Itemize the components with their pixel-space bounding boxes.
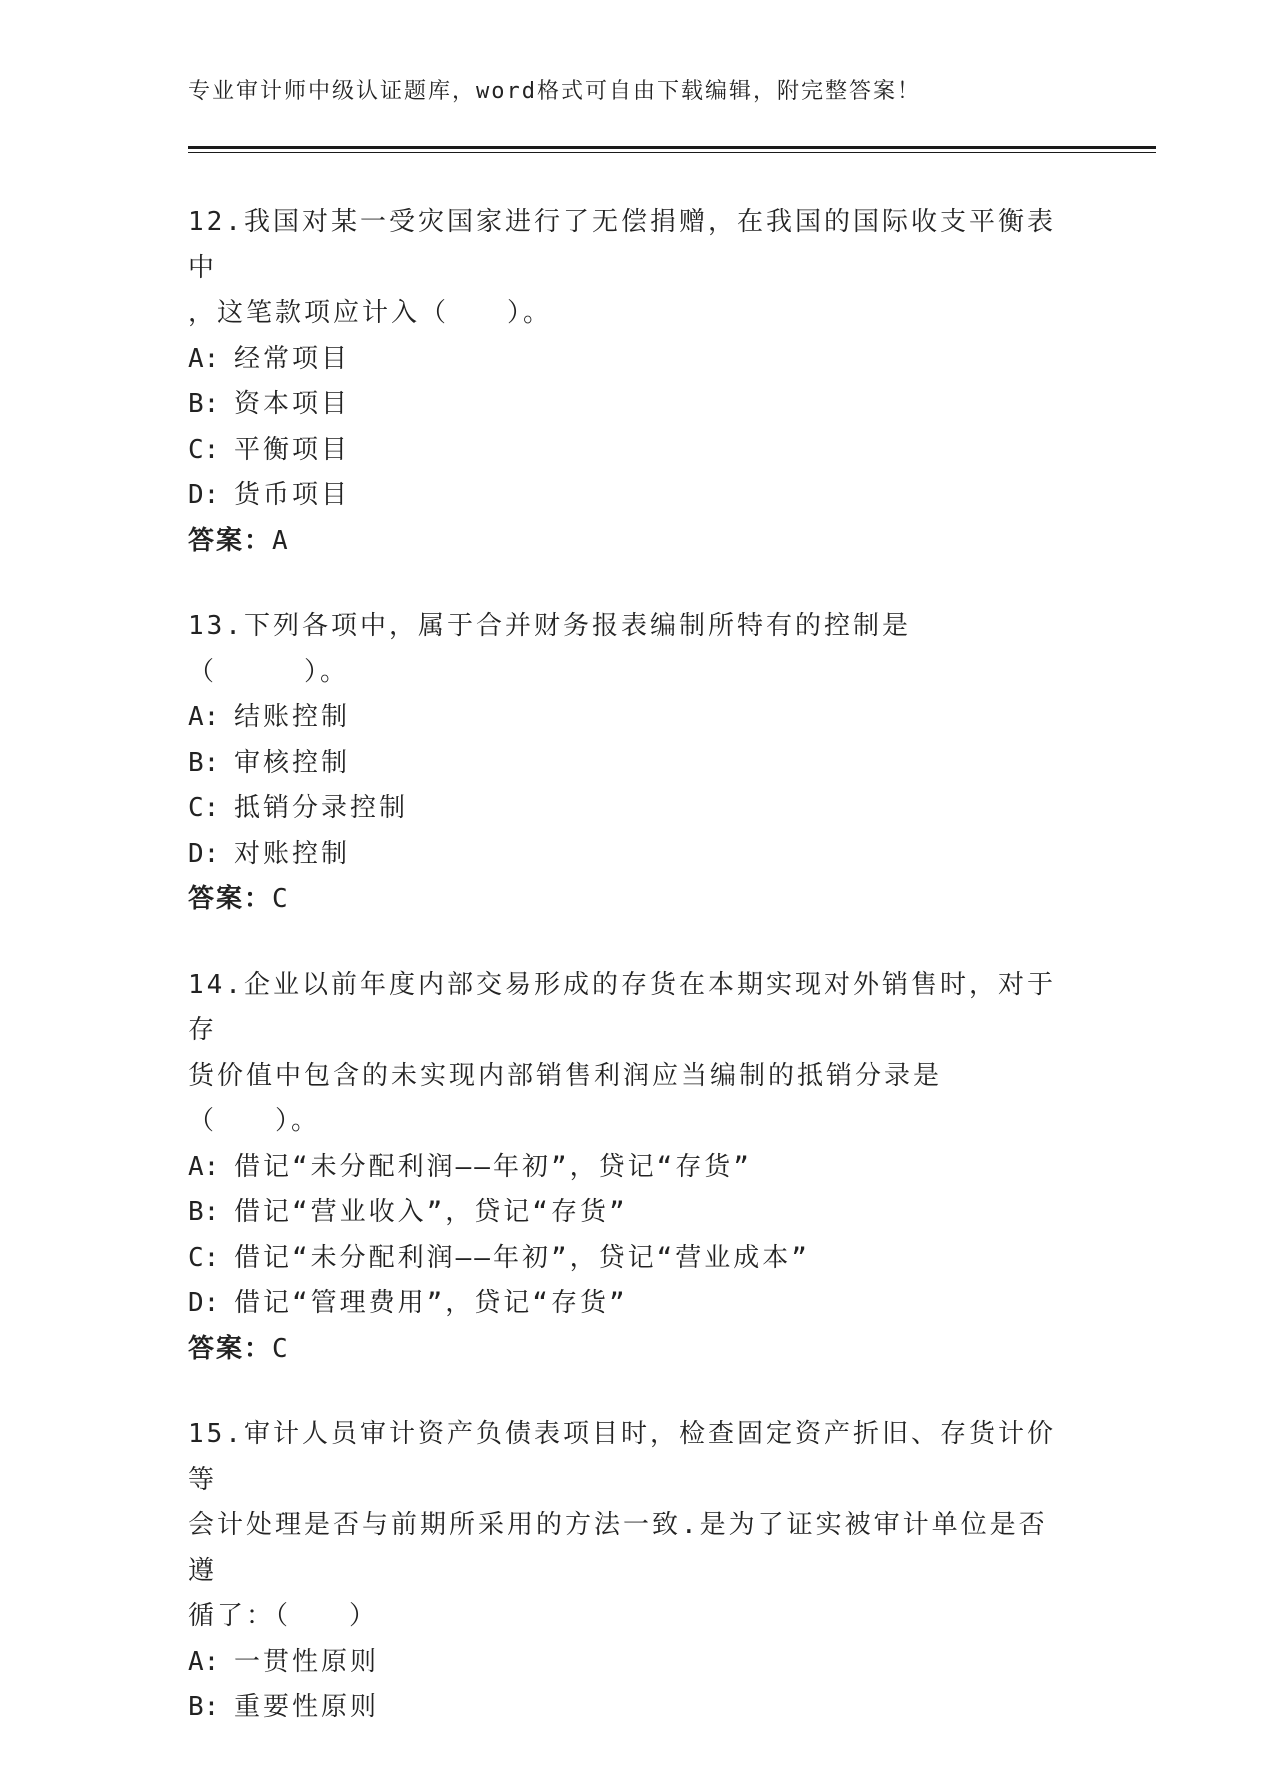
question-stem-line: 15.审计人员审计资产负债表项目时，检查固定资产折旧、存货计价等	[188, 1419, 1056, 1495]
option-letter: B:	[188, 389, 220, 419]
option-c	[188, 786, 1068, 832]
question-12	[188, 200, 1068, 564]
option-b	[188, 1685, 1068, 1731]
question-list	[188, 200, 1068, 1771]
option-letter: C:	[188, 434, 220, 465]
option-text: 经常项目	[234, 343, 351, 374]
answer-value: A	[272, 525, 290, 556]
option-letter: C:	[188, 793, 220, 823]
option-text: 资本项目	[234, 389, 351, 419]
question-15	[188, 1412, 1068, 1731]
question-stem-line: ，这笔款项应计入（ ）。	[188, 298, 553, 328]
option-c	[188, 428, 1068, 474]
question-stem-line: 会计处理是否与前期所采用的方法一致.是为了证实被审计单位是否遵	[188, 1510, 1048, 1586]
answer-label: 答案：	[188, 525, 273, 556]
option-letter: B:	[188, 747, 220, 778]
option-letter: A:	[188, 343, 220, 374]
option-b	[188, 382, 1068, 428]
answer-line	[188, 519, 1068, 565]
page-header: 专业审计师中级认证题库，word格式可自由下载编辑，附完整答案！	[188, 79, 921, 104]
question-stem	[188, 200, 1068, 337]
option-text: 平衡项目	[234, 434, 351, 465]
option-letter: B:	[188, 1197, 220, 1227]
option-letter: C:	[188, 1242, 220, 1273]
answer-value: C	[272, 884, 290, 914]
question-stem	[188, 1412, 1068, 1640]
option-text: 一贯性原则	[234, 1646, 380, 1677]
question-stem-line: 14.企业以前年度内部交易形成的存货在本期实现对外销售时，对于存	[188, 969, 1056, 1045]
option-text: 借记“营业收入”，贷记“存货”	[234, 1197, 628, 1227]
question-13	[188, 604, 1068, 923]
question-stem-line: 循了：（ ）	[188, 1601, 379, 1631]
option-text: 重要性原则	[234, 1692, 380, 1722]
option-text: 抵销分录控制	[234, 793, 409, 823]
option-d	[188, 473, 1068, 519]
option-letter: A:	[188, 1151, 220, 1182]
option-a	[188, 1145, 1068, 1191]
option-text: 借记“未分配利润——年初”，贷记“存货”	[234, 1151, 752, 1182]
question-stem	[188, 604, 1068, 695]
option-letter: A:	[188, 1646, 220, 1677]
option-letter: A:	[188, 702, 220, 732]
option-b	[188, 741, 1068, 787]
option-letter: B:	[188, 1692, 220, 1722]
question-stem	[188, 963, 1068, 1145]
question-stem-line: 13.下列各项中，属于合并财务报表编制所特有的控制是（ ）。	[188, 611, 911, 687]
answer-line	[188, 1327, 1068, 1373]
option-letter: D:	[188, 1288, 220, 1318]
question-stem-line: 货价值中包含的未实现内部销售利润应当编制的抵销分录是（ ）。	[188, 1060, 943, 1136]
option-text: 对账控制	[234, 838, 351, 869]
option-b	[188, 1190, 1068, 1236]
answer-value: C	[272, 1333, 290, 1364]
option-text: 审核控制	[234, 747, 351, 778]
header-divider	[188, 146, 1156, 149]
question-14	[188, 963, 1068, 1373]
option-text: 结账控制	[234, 702, 351, 732]
option-letter: D:	[188, 838, 220, 869]
answer-line	[188, 877, 1068, 923]
answer-label: 答案：	[188, 884, 273, 914]
option-a	[188, 1640, 1068, 1686]
option-d	[188, 832, 1068, 878]
option-text: 借记“管理费用”，贷记“存货”	[234, 1288, 628, 1318]
option-a	[188, 695, 1068, 741]
answer-label: 答案：	[188, 1333, 273, 1364]
question-stem-line: 12.我国对某一受灾国家进行了无偿捐赠，在我国的国际收支平衡表中	[188, 207, 1056, 283]
option-c	[188, 1236, 1068, 1282]
option-text: 借记“未分配利润——年初”，贷记“营业成本”	[234, 1242, 810, 1273]
option-d	[188, 1281, 1068, 1327]
option-text: 货币项目	[234, 480, 351, 510]
option-letter: D:	[188, 480, 220, 510]
option-a	[188, 337, 1068, 383]
